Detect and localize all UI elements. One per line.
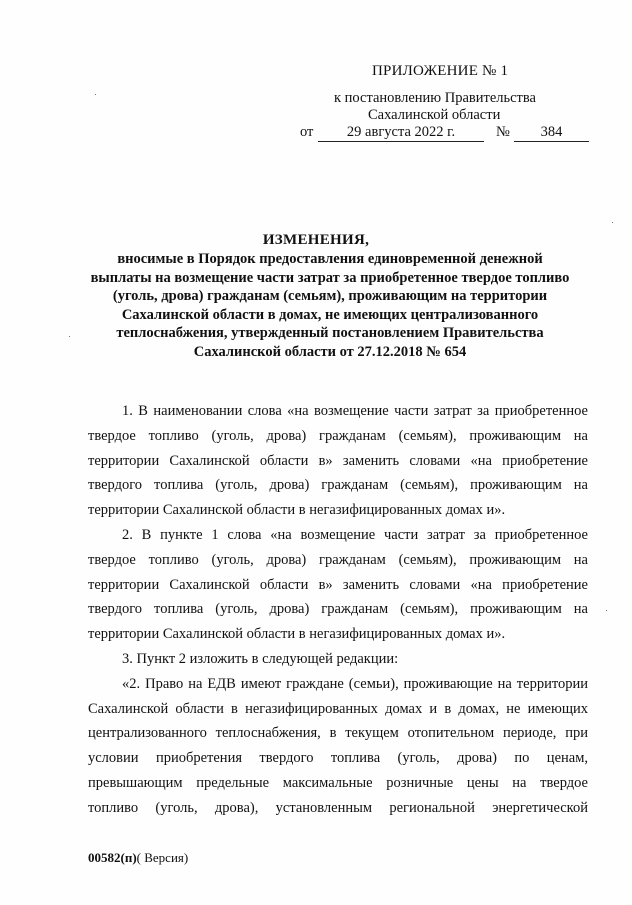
text-line: твердого топлива (уголь, дрова) гражданам (семьям), проживающим на bbox=[88, 601, 588, 618]
changes-heading: ИЗМЕНЕНИЯ, bbox=[262, 232, 370, 248]
document-code: 00582(п) bbox=[88, 850, 137, 865]
subtitle-line: теплоснабжения, утвержденный постановлением Правительства bbox=[116, 325, 544, 341]
text-line: условии приобретения твердого топлива (уголь, дрова) по ценам, bbox=[88, 750, 588, 767]
document-body bbox=[88, 399, 588, 821]
changes-subtitle bbox=[70, 250, 590, 361]
text-line: превышающим предельные максимальные розничные цены на твердое bbox=[88, 774, 588, 791]
text-line: 3. Пункт 2 изложить в следующей редакции: bbox=[122, 650, 399, 667]
scan-speck bbox=[612, 222, 613, 223]
subtitle-line: Сахалинской области в домах, не имеющих централизованного bbox=[121, 306, 539, 323]
scan-speck bbox=[69, 336, 70, 337]
text-line: твердое топливо (уголь, дрова) гражданам (семьям), проживающим на bbox=[88, 551, 588, 568]
subtitle-line: выплаты на возмещение части затрат за приобретенное твердое топливо bbox=[90, 269, 570, 286]
document-footer-code bbox=[88, 850, 188, 866]
text-line: твердое топливо (уголь, дрова) гражданам (семьям), проживающим на bbox=[88, 427, 588, 444]
text-line: территории Сахалинской области в негазифицированных домах и». bbox=[88, 502, 506, 519]
from-label: от bbox=[300, 124, 314, 140]
paragraph-2 bbox=[88, 523, 588, 647]
text-line: 2. В пункте 1 слова «на возмещение части затрат за приобретенное bbox=[122, 526, 588, 543]
paragraph-1 bbox=[88, 399, 588, 523]
text-line: централизованного теплоснабжения, в текущем отопительном периоде, при bbox=[88, 725, 588, 742]
paragraph-4 bbox=[88, 672, 588, 821]
number-label: № bbox=[496, 124, 510, 140]
text-line: территории Сахалинской области в» заменить словами «на приобретение bbox=[88, 576, 588, 593]
resolution-number: 384 bbox=[514, 124, 589, 142]
subtitle-line: вносимые в Порядок предоставления единовременной денежной bbox=[117, 251, 543, 267]
paragraph-3 bbox=[88, 647, 588, 672]
appendix-title: ПРИЛОЖЕНИЕ № 1 bbox=[372, 63, 509, 79]
text-line: «2. Право на ЕДВ имеют граждане (семьи), проживающие на территории bbox=[122, 675, 588, 692]
text-line: 1. В наименовании слова «на возмещение части затрат за приобретенное bbox=[122, 403, 588, 419]
resolution-date-number bbox=[300, 124, 600, 144]
scan-speck bbox=[606, 610, 607, 611]
document-version: ( Версия) bbox=[136, 850, 189, 865]
text-line: территории Сахалинской области в негазифицированных домах и». bbox=[88, 626, 506, 643]
resolution-date: 29 августа 2022 г. bbox=[318, 124, 484, 142]
text-line: территории Сахалинской области в» заменить словами «на приобретение bbox=[88, 452, 588, 469]
text-line: твердого топлива (уголь, дрова) гражданам (семьям), проживающим на bbox=[88, 477, 588, 494]
subtitle-line: (уголь, дрова) гражданам (семьям), проживающим на территории bbox=[112, 288, 548, 304]
text-line: Сахалинской области в негазифицированных домах и в домах, не имеющих bbox=[88, 700, 588, 717]
subtitle-line: Сахалинской области от 27.12.2018 № 654 bbox=[193, 343, 467, 360]
text-line: топливо (уголь, дрова), установленным региональной энергетической bbox=[88, 799, 588, 816]
scan-speck bbox=[95, 94, 96, 95]
resolution-reference-line1: к постановлению Правительства bbox=[334, 90, 536, 106]
resolution-reference-line2: Сахалинской области bbox=[368, 107, 501, 123]
